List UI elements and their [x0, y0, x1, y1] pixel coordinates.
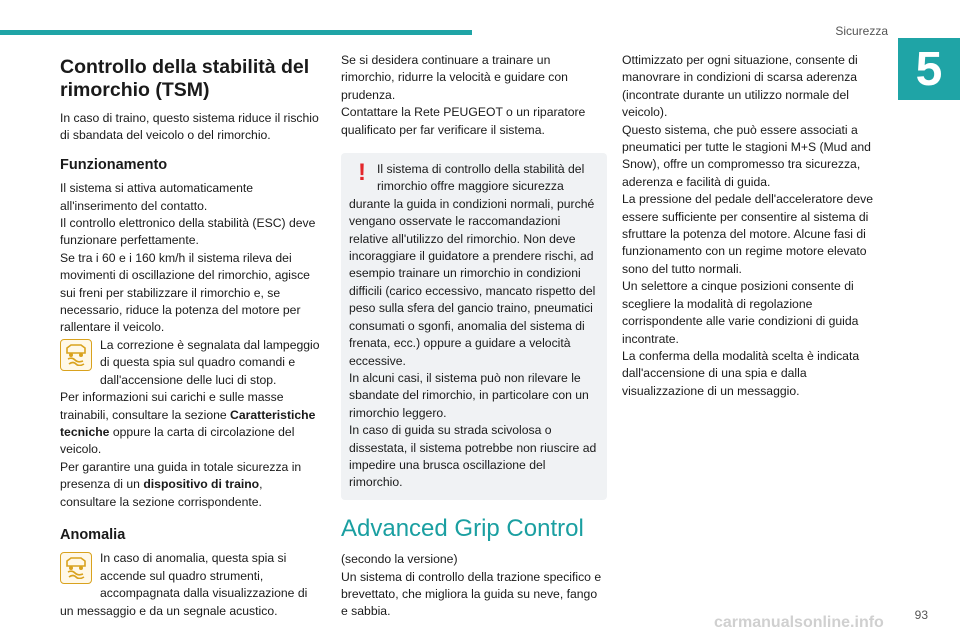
bold-reference: Caratteristiche tecniche	[60, 407, 316, 439]
paragraph: La pressione del pedale dell'acceleratore deve essere sufficiente per consentire al sistema di sfruttare la potenza del motore. Alcune fasi di funzionamento con un regime motore elevato sono del tutto normali.	[622, 192, 873, 276]
icon-paragraph	[60, 550, 322, 620]
trailer-stability-warning-lamp-icon	[60, 552, 92, 584]
page-number: 93	[914, 608, 928, 622]
paragraph: In caso di anomalia, questa spia si accende sul quadro strumenti, accompagnata dalla visualizzazione di un messaggio e da un segnale acustico.	[60, 551, 308, 618]
section-heading-advanced-grip-control: Advanced Grip Control	[341, 514, 584, 542]
paragraph: Il controllo elettronico della stabilità (ESC) deve funzionare perfettamente.	[60, 216, 316, 248]
section-label: Sicurezza	[835, 24, 888, 38]
paragraph: La correzione è segnalata dal lampeggio di questa spia sul quadro comandi e dall'accensione delle luci di stop.	[100, 337, 320, 387]
icon-paragraph	[60, 337, 322, 389]
paragraph: Contattare la Rete PEUGEOT o un riparatore qualificato per far verificare il sistema.	[341, 105, 586, 137]
section-heading-funzionamento: Funzionamento	[60, 156, 168, 173]
paragraph: Se tra i 60 e i 160 km/h il sistema rileva dei movimenti di oscillazione del rimorchio, agisce sui freni per stabilizzare il rimorchio e, se necessario, riduce la potenza del motore per rallentare il veicolo.	[60, 250, 310, 335]
paragraph: La conferma della modalità scelta è indicata dall'accensione di una spia e dalla visualizzazione di un messaggio.	[622, 348, 860, 398]
notice-paragraph: Il sistema di controllo della stabilità del rimorchio offre maggiore sicurezza durante la guida in condizioni normali, purché vengano osservate le raccomandazioni relative all'utilizzo del rimorchio. Non deve incoraggiare il guidatore a prendere rischi, ad esempio trainare un rimorchio in condizioni difficili (carico eccessivo, mancato rispetto del peso sulla sfera del gancio traino, pneumatici consumati o sgonfi, anomalia del sistema di frenata, ecc.) oppure a guidare a velocità eccessive.	[349, 162, 596, 368]
trailer-stability-warning-lamp-icon	[60, 339, 92, 371]
column-2	[341, 52, 607, 621]
page-title: Controllo della stabilità del rimorchio (TSM)	[60, 56, 310, 101]
notice-paragraph: In caso di guida su strada scivolosa o dissestata, il sistema potrebbe non riuscire ad impedire una brusca oscillazione del rimorchio.	[349, 423, 597, 490]
column-3	[622, 52, 878, 400]
paragraph: Un sistema di controllo della trazione specifico e brevettato, che migliora la guida su neve, fango e sabbia.	[341, 569, 602, 619]
chapter-number-tab: 5	[898, 38, 960, 100]
paragraph: Per informazioni sui carichi e sulle masse trainabili, consultare la sezione Caratteristiche tecniche oppure la carta di circolazione del veicolo.	[60, 390, 316, 457]
paragraph: Se si desidera continuare a trainare un rimorchio, ridurre la velocità e guidare con prudenza.	[341, 53, 568, 102]
header-accent-bar	[0, 30, 472, 35]
paragraph: Questo sistema, che può essere associati a pneumatici per tutte le stagioni M+S (Mud and Snow), offre un compromesso tra sicurezza, aderenza e facilità di guida.	[622, 122, 871, 189]
intro-text: In caso di traino, questo sistema riduce il rischio di sbandata del veicolo o del rimorchio.	[60, 111, 319, 143]
paragraph: Il sistema si attiva automaticamente all'inserimento del contatto.	[60, 181, 254, 213]
exclamation-icon: !	[358, 159, 366, 187]
paragraph: Un selettore a cinque posizioni consente di scegliere la modalità di regolazione corrispondente alle varie condizioni di guida incontrate.	[622, 279, 859, 346]
paragraph: Per garantire una guida in totale sicurezza in presenza di un dispositivo di traino, consultare la sezione corrispondente.	[60, 459, 302, 509]
bold-reference: dispositivo di traino	[143, 477, 260, 492]
section-heading-anomalia: Anomalia	[60, 526, 126, 543]
paragraph: (secondo la versione)	[341, 552, 458, 567]
paragraph: Ottimizzato per ogni situazione, consente di manovrare in condizioni di scarsa aderenza (incontrate durante un utilizzo normale del veicolo).	[622, 53, 858, 120]
column-1	[60, 52, 322, 620]
safety-notice-box	[341, 153, 607, 500]
watermark: carmanualsonline.info	[714, 614, 884, 631]
notice-paragraph: In alcuni casi, il sistema può non rilevare le sbandate del rimorchio, in particolare con un rimorchio leggero.	[349, 370, 589, 420]
